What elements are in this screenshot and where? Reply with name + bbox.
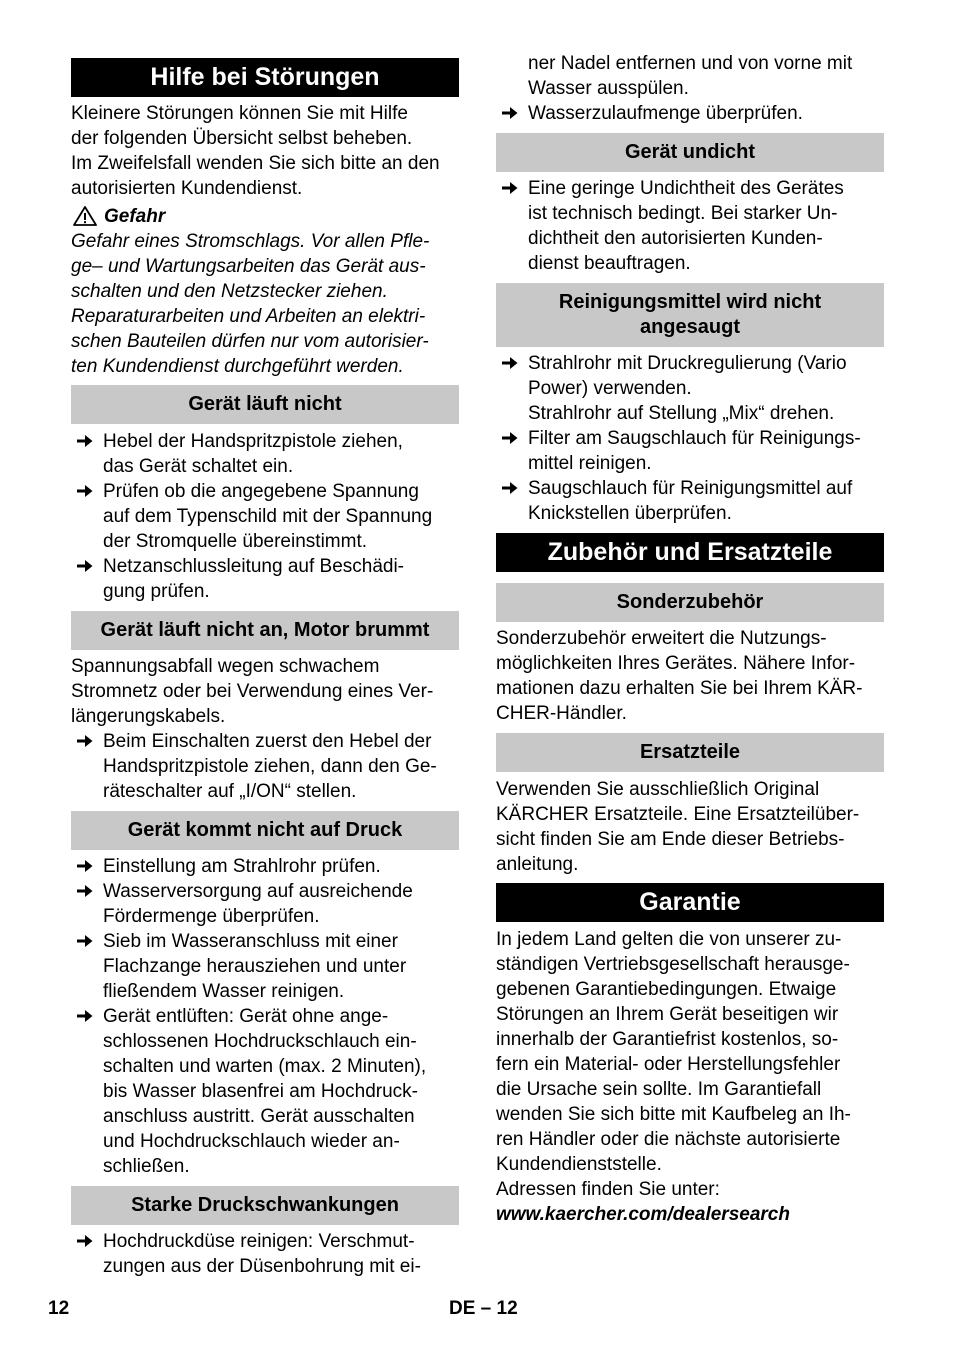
list-item-text: Hebel der Handspritzpistole ziehen, das Gerät schaltet ein. [103,431,403,477]
dealer-search-link[interactable]: www.kaercher.com/dealersearch [496,1204,790,1225]
arrow-right-icon [77,554,95,579]
list-item-text: ner Nadel entfernen und von vorne mit Wasser ausspülen. [528,53,853,99]
spare-parts-text: Verwenden Sie ausschließlich Original KÄRCHER Ersatzteile. Eine Ersatzteilüber- sicht finden Sie am Ende dieser Betriebs- anleitung. [496,779,860,875]
arrow-right-icon [77,879,95,904]
list-item-text: Einstellung am Strahlrohr prüfen. [103,856,381,877]
list-item-text: Netzanschlussleitung auf Beschädi- gung prüfen. [103,556,405,602]
heading-spare-parts: Ersatzteile [496,733,884,772]
list-item-text: Strahlrohr mit Druckregulierung (Vario Power) verwenden. Strahlrohr auf Stellung „Mix“ drehen. [528,353,847,424]
arrow-right-icon [502,176,520,201]
heading-warranty: Garantie [496,883,884,922]
danger-text: Gefahr eines Stromschlags. Vor allen Pfle- ge– und Wartungsarbeiten das Gerät aus- schalten und den Netzstecker ziehen. Reparaturarbeiten und Arbeiten an elektri- schen Bauteilen dürfen nur vom autorisier- ten Kundendienst durchgeführt werden. [71,231,430,377]
arrow-right-icon [502,101,520,126]
heading-fluctuations: Starke Druckschwankungen [71,1186,459,1225]
arrow-right-icon [502,426,520,451]
list-item-text: Wasserversorgung auf ausreichende Fördermenge überprüfen. [103,881,413,927]
danger-heading [71,204,459,229]
list-item-text: Eine geringe Undichtheit des Gerätes ist technisch bedingt. Bei starker Un- dichtheit den autorisierten Kunden- dienst beauftragen. [528,178,844,274]
heading-not-running: Gerät läuft nicht [71,385,459,424]
heading-accessories: Zubehör und Ersatzteile [496,533,884,572]
page-label: DE – 12 [449,1298,518,1319]
heading-motor-hums: Gerät läuft nicht an, Motor brummt [71,611,459,650]
list-item-text: Prüfen ob die angegebene Spannung auf dem Typenschild mit der Spannung der Stromquelle übereinstimmt. [103,481,433,552]
arrow-right-icon [77,1004,95,1029]
arrow-right-icon [77,929,95,954]
arrow-right-icon [77,729,95,754]
optional-accessories-text: Sonderzubehör erweitert die Nutzungs- möglichkeiten Ihres Gerätes. Nähere Infor- mationen dazu erhalten Sie bei Ihrem KÄR- CHER-Händler. [496,628,863,724]
arrow-right-icon [77,854,95,879]
warranty-text: In jedem Land gelten die von unserer zu- ständigen Vertriebsgesellschaft herausge- gebenen Garantiebedingungen. Etwaige Störungen an Ihrem Gerät beseitigen wir innerhalb der Garantiefrist kostenlos, so- fern ein Material- oder Herstellungsfehler die Ursache sein sollte. Im Garantiefall wenden Sie sich bitte mit Kaufbeleg an Ih- ren Händler oder die nächste autorisierte Kundendienststelle. Adressen finden Sie unter: [496,929,851,1200]
arrow-right-icon [502,351,520,376]
heading-leaking: Gerät undicht [496,133,884,172]
list-item-text: Wasserzulaufmenge überprüfen. [528,103,803,124]
motor-hums-text: Spannungsabfall wegen schwachem Stromnetz oder bei Verwendung eines Ver- längerungskabels. [71,656,434,727]
list-item-text: Gerät entlüften: Gerät ohne ange- schlossenen Hochdruckschlauch ein- schalten und warten (max. 2 Minuten), bis Wasser blasenfrei am Hochdruck- anschluss austritt. Gerät ausschalten und Hochdruckschlauch wieder an- schließen. [103,1006,427,1177]
arrow-right-icon [502,476,520,501]
page-number: 12 [48,1298,70,1319]
heading-detergent: Reinigungsmittel wird nicht angesaugt [496,283,884,347]
arrow-right-icon [77,429,95,454]
heading-no-pressure: Gerät kommt nicht auf Druck [71,811,459,850]
danger-label: Gefahr [104,206,166,227]
warning-triangle-icon [73,206,97,226]
list-item-text: Filter am Saugschlauch für Reinigungs- mittel reinigen. [528,428,861,474]
list-item-text: Hochdruckdüse reinigen: Verschmut- zungen aus der Düsenbohrung mit ei- [103,1231,421,1277]
arrow-right-icon [77,479,95,504]
list-item-text: Beim Einschalten zuerst den Hebel der Handspritzpistole ziehen, dann den Ge- räteschalter auf „I/ON“ stellen. [103,731,437,802]
arrow-right-icon [77,1229,95,1254]
list-item-text: Saugschlauch für Reinigungsmittel auf Knickstellen überprüfen. [528,478,853,524]
intro-text: Kleinere Störungen können Sie mit Hilfe der folgenden Übersicht selbst beheben. Im Zweifelsfall wenden Sie sich bitte an den autorisierten Kundendienst. [71,103,440,199]
heading-optional-accessories: Sonderzubehör [496,583,884,622]
list-item-text: Sieb im Wasseranschluss mit einer Flachzange herausziehen und unter fließendem Wasser reinigen. [103,931,407,1002]
heading-troubleshooting: Hilfe bei Störungen [71,58,459,97]
